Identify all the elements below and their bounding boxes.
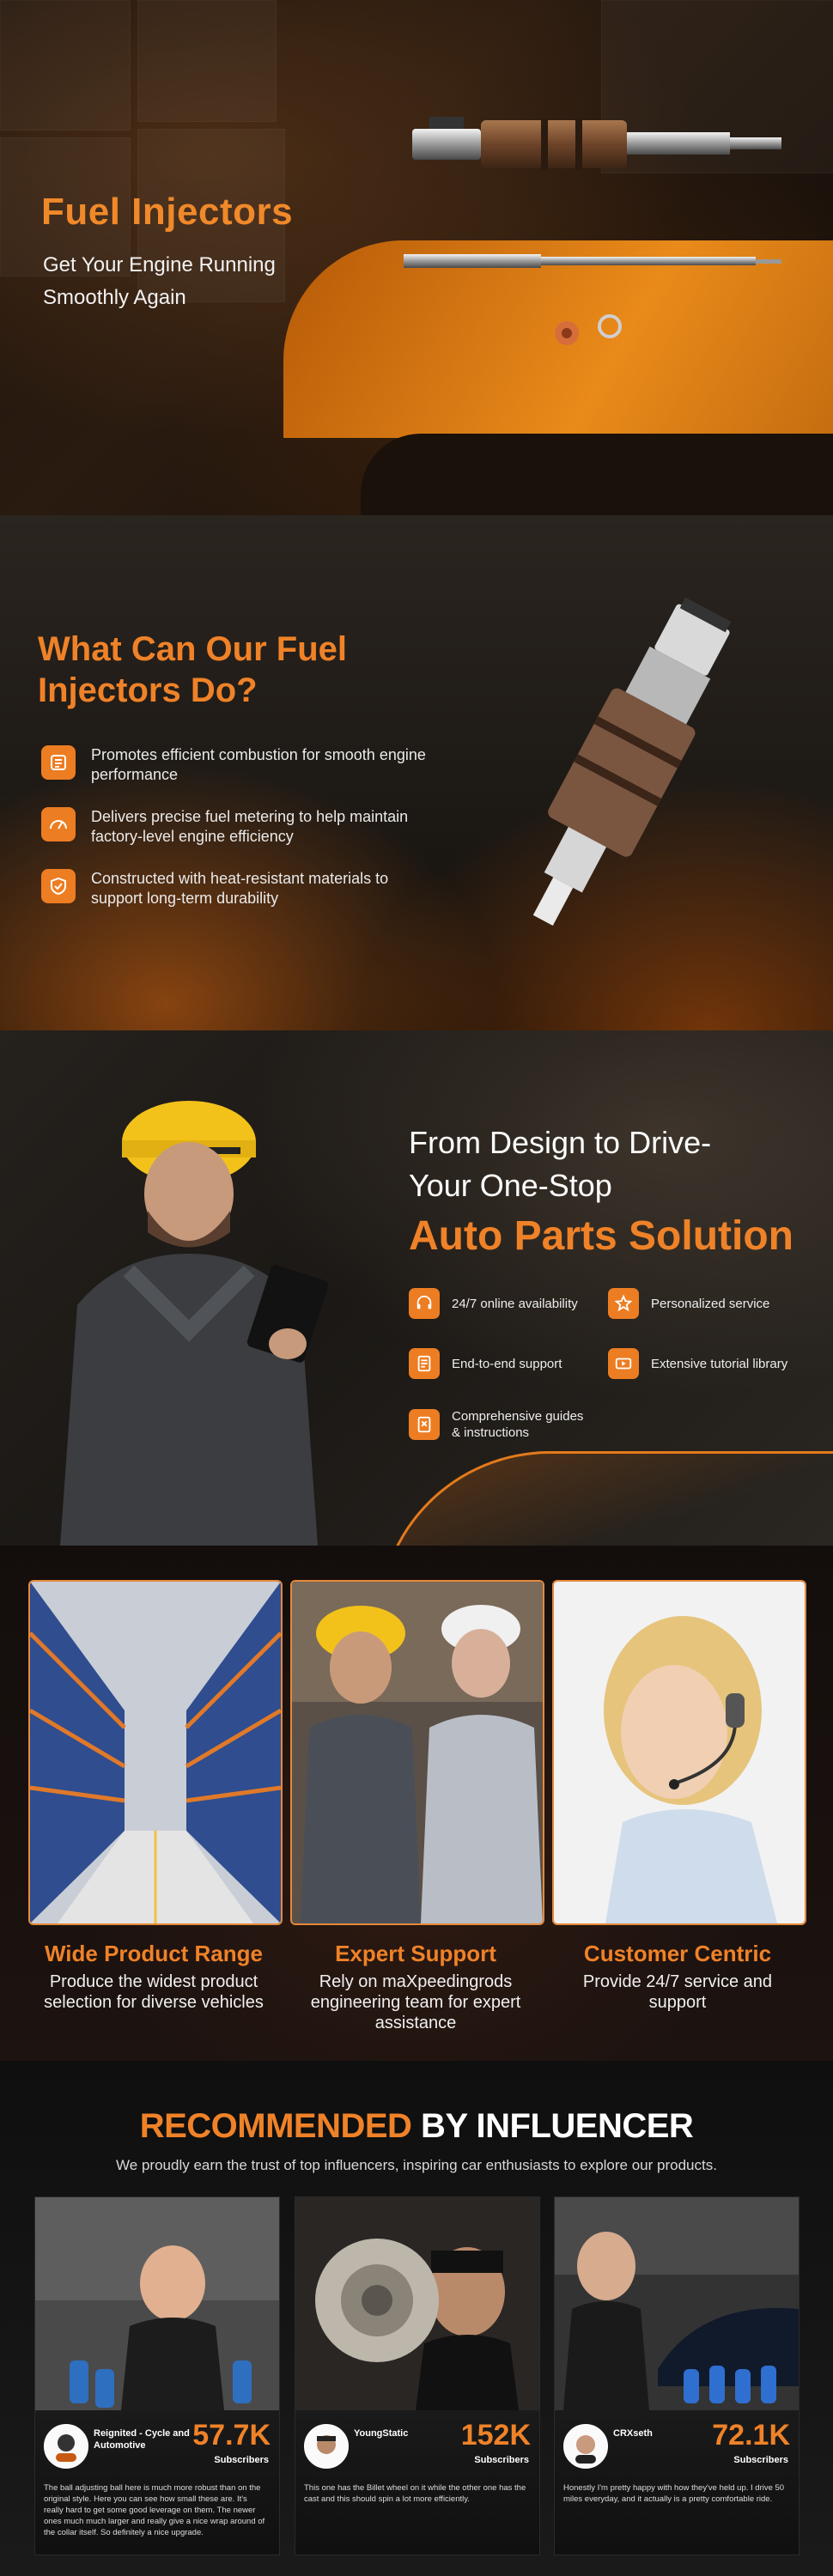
influencer-video-thumbnail[interactable] <box>295 2197 539 2410</box>
avatar <box>44 2424 88 2469</box>
why-card-title: Expert Support <box>335 1941 496 1966</box>
why-choose-section <box>0 1546 833 2061</box>
feature-item <box>41 807 435 847</box>
copper-washer-image <box>550 309 635 352</box>
solution-heading-line2: Your One-Stop <box>409 1168 612 1203</box>
feature-text: Constructed with heat-resistant materials to support long-term durability <box>91 870 389 907</box>
influencer-name: YoungStatic <box>354 2428 409 2439</box>
influencer-video-thumbnail[interactable] <box>35 2197 279 2410</box>
features-title: What Can Our Fuel Injectors Do? <box>38 630 347 709</box>
hero-subtitle: Get Your Engine Running Smoothly Again <box>43 253 276 309</box>
influencer-section <box>0 2061 833 2576</box>
influencer-quote: The ball adjusting ball here is much more robust than on the original style. Here you can see how small these are. It's really hard to get some good leverage on them. The newer ones much much larger and really give a nice wrap around of the collar itself. So definitely a nice upgrade. <box>44 2483 265 2537</box>
influencer-heading <box>0 2107 833 2146</box>
why-card-desc: Provide 24/7 service and support <box>582 1972 773 2012</box>
customer-support-image-card <box>552 1580 806 1925</box>
subscriber-label: Subscribers <box>214 2455 269 2465</box>
solution-heading-line3: Auto Parts Solution <box>409 1213 793 1259</box>
influencer-card[interactable] <box>34 2196 280 2555</box>
service-item <box>608 1288 769 1319</box>
influencer-card[interactable] <box>554 2196 800 2555</box>
why-card-title: Customer Centric <box>583 1941 772 1966</box>
warehouse-image-card <box>28 1580 283 1925</box>
influencer-card[interactable] <box>295 2196 540 2555</box>
video-icon <box>608 1348 639 1379</box>
avatar <box>563 2424 608 2469</box>
background-tile <box>137 0 277 122</box>
avatar <box>304 2424 349 2469</box>
star-icon <box>608 1288 639 1319</box>
gauge-icon <box>41 807 76 841</box>
orange-arc-accent <box>378 1451 833 1546</box>
service-item <box>409 1348 562 1379</box>
influencer-info <box>35 2410 279 2555</box>
document-icon <box>409 1348 440 1379</box>
why-card-desc: Produce the widest product selection for diverse vehicles <box>44 1972 264 2012</box>
shield-icon <box>41 869 76 903</box>
worker-with-tablet-image <box>0 1048 378 1546</box>
solution-section <box>0 1030 833 1546</box>
service-item <box>608 1348 787 1379</box>
guide-icon <box>409 1409 440 1440</box>
service-text: End-to-end support <box>452 1356 562 1371</box>
subscriber-count: 72.1K <box>712 2419 790 2451</box>
service-text: Extensive tutorial library <box>651 1356 788 1371</box>
influencer-name: Reignited - Cycle and Automotive <box>94 2428 190 2451</box>
influencer-quote: Honestly I'm pretty happy with how they've held up. I drive 50 miles everyday, and it actually is a pretty comfortable ride. <box>563 2483 785 2504</box>
influencer-info <box>295 2410 539 2555</box>
service-item <box>409 1408 589 1441</box>
why-card-title: Wide Product Range <box>44 1941 263 1966</box>
influencer-quote: This one has the Billet wheel on it while the other one has the cast and this should spin a lot more efficiently. <box>304 2483 526 2504</box>
feature-item <box>41 869 435 908</box>
list-icon <box>41 745 76 780</box>
subscriber-label: Subscribers <box>474 2455 529 2465</box>
hero-title: Fuel Injectors <box>41 191 294 233</box>
solution-heading-line1: From Design to Drive- <box>409 1125 712 1160</box>
subscriber-count: 152K <box>460 2419 531 2451</box>
dark-cutout-shape <box>361 434 833 515</box>
influencer-heading-rest: BY INFLUENCER <box>411 2107 694 2145</box>
service-item <box>409 1288 578 1319</box>
feature-text: Delivers precise fuel metering to help maintain factory-level engine efficiency <box>91 808 409 845</box>
why-card-desc: Rely on maXpeedingrods engineering team for expert assistance <box>310 1972 521 2032</box>
headset-icon <box>409 1288 440 1319</box>
fuel-injector-product-image <box>395 94 807 301</box>
service-text: Personalized service <box>651 1296 770 1311</box>
feature-text: Promotes efficient combustion for smooth engine performance <box>91 746 426 783</box>
engineers-image-card <box>290 1580 544 1925</box>
influencer-video-thumbnail[interactable] <box>555 2197 799 2410</box>
subscriber-label: Subscribers <box>733 2455 788 2465</box>
influencer-heading-highlight: RECOMMENDED <box>139 2107 412 2145</box>
feature-item <box>41 745 435 785</box>
influencer-name: CRXseth <box>613 2428 653 2439</box>
hero-section <box>0 0 833 515</box>
influencer-subheading: We proudly earn the trust of top influencers, inspiring car enthusiasts to explore our products. <box>116 2157 717 2173</box>
features-section <box>0 515 833 1030</box>
influencer-info <box>555 2410 799 2555</box>
service-text: 24/7 online availability <box>452 1296 578 1311</box>
fuel-injector-angled-image <box>447 584 816 962</box>
subscriber-count: 57.7K <box>192 2419 271 2451</box>
background-tile <box>0 0 131 131</box>
service-text: Comprehensive guides & instructions <box>452 1409 584 1440</box>
